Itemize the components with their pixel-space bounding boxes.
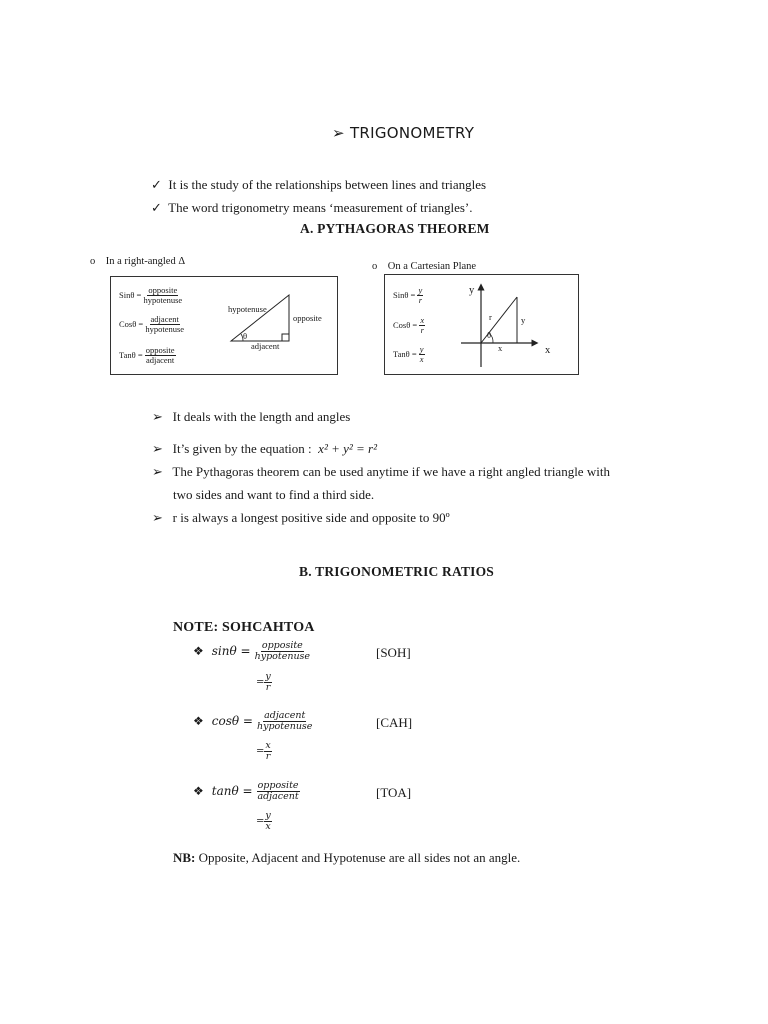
tan-ratio-numerator: opposite (257, 780, 299, 791)
intro-item-1 (151, 177, 486, 193)
arrow-bullet-icon: ➢ (152, 409, 163, 424)
intro-item-2 (151, 200, 473, 216)
tan-label: Tanθ = (393, 349, 417, 360)
cos-simplified (256, 741, 272, 762)
side-r-label: r (489, 312, 492, 322)
cah-tag: [CAH] (376, 715, 413, 730)
cos-denominator: r (420, 324, 424, 335)
tan-numerator: y (419, 344, 424, 354)
section-a-heading: A. PYTHAGORAS THEOREM (300, 221, 490, 236)
point-1 (152, 409, 350, 425)
checkmark-icon: ✓ (151, 177, 162, 192)
right-triangle-diagram (111, 277, 337, 374)
nb-label: NB: (173, 850, 196, 865)
side-x-label: x (498, 343, 503, 353)
point-1-text: It deals with the length and angles (172, 409, 351, 424)
section-b-heading: B. TRIGONOMETRIC RATIOS (299, 564, 495, 579)
point-4-text: r is always a longest positive side and opposite to 90º (172, 510, 450, 525)
circle-bullet-icon: o (90, 256, 96, 267)
triangle-adjacent-label: adjacent (251, 341, 280, 351)
title-text: TRIGONOMETRY (349, 124, 475, 142)
sin-denominator: r (418, 294, 423, 305)
sin-ratio-numerator: opposite (261, 640, 303, 651)
right-caption-text: On a Cartesian Plane (387, 261, 477, 272)
point-2-text: It’s given by the equation : (172, 441, 312, 456)
cos-label: Cosθ = (393, 320, 418, 331)
sin-denominator: hypotenuse (143, 294, 183, 305)
soh-tag: [SOH] (376, 645, 411, 660)
toa-tag: [TOA] (376, 785, 412, 800)
tan-denominator: adjacent (145, 354, 175, 365)
sin-simplified-denominator: r (265, 681, 271, 693)
equals-sign: = (256, 676, 265, 688)
sin-label: Sinθ = (119, 290, 142, 301)
sin-simplified-numerator: y (265, 671, 271, 682)
cos-ratio-numerator: adjacent (264, 710, 306, 721)
cos-ratio-denominator: hypotenuse (256, 720, 313, 732)
diamond-bullet-icon: ❖ (193, 643, 204, 658)
ratio-cos (193, 711, 312, 732)
tan-ratio-denominator: adjacent (257, 790, 299, 802)
sin-ratio-denominator: hypotenuse (254, 650, 311, 662)
page-title (332, 124, 474, 142)
tan-label: Tanθ = (119, 350, 143, 361)
side-y-label: y (521, 315, 526, 325)
title-arrow-icon: ➢ (332, 124, 345, 142)
point-4 (152, 510, 450, 526)
point-3 (152, 464, 610, 480)
diamond-bullet-icon: ❖ (193, 783, 204, 798)
cos-numerator: adjacent (150, 314, 179, 324)
tan-function-label: tanθ = (211, 784, 253, 799)
tan-simplified-denominator: x (265, 820, 271, 832)
arrow-bullet-icon: ➢ (152, 441, 163, 456)
ratio-tan (193, 781, 300, 802)
triangle-theta-label: θ (243, 331, 248, 341)
sin-numerator: y (418, 285, 423, 295)
equals-sign: = (256, 815, 265, 827)
cos-denominator: hypotenuse (145, 323, 185, 334)
nb-text: Opposite, Adjacent and Hypotenuse are all sides not an angle. (195, 850, 521, 865)
pythagoras-equation: x² + y² = r² (318, 441, 378, 456)
right-caption (372, 261, 476, 272)
triangle-hypotenuse-label: hypotenuse (228, 304, 267, 314)
cos-simplified-denominator: r (265, 750, 271, 762)
circle-bullet-icon: o (372, 261, 378, 272)
intro-text-1: It is the study of the relationships between lines and triangles (168, 177, 487, 192)
sin-numerator: opposite (148, 285, 178, 295)
arrow-bullet-icon: ➢ (152, 464, 163, 479)
cos-simplified-numerator: x (265, 740, 271, 751)
intro-text-2: The word trigonometry means ‘measurement of triangles’. (168, 200, 473, 215)
cartesian-plane-box (384, 274, 579, 375)
cos-function-label: cosθ = (211, 714, 253, 729)
right-triangle-box (110, 276, 338, 375)
point-2 (152, 441, 377, 457)
sin-label: Sinθ = (393, 290, 416, 301)
angle-theta-label: θ (487, 330, 492, 340)
tan-simplified-numerator: y (265, 810, 271, 821)
sin-function-label: sinθ = (211, 644, 251, 659)
cos-label: Cosθ = (119, 319, 144, 330)
arrow-bullet-icon: ➢ (152, 510, 163, 525)
cos-numerator: x (420, 315, 425, 325)
tan-numerator: opposite (145, 345, 175, 355)
cartesian-axes-diagram (385, 275, 578, 374)
left-caption (90, 256, 185, 267)
point-3-continuation: two sides and want to find a third side. (173, 487, 375, 502)
equals-sign: = (256, 745, 265, 757)
tan-denominator: x (419, 353, 424, 364)
diamond-bullet-icon: ❖ (193, 713, 204, 728)
triangle-opposite-label: opposite (293, 313, 322, 323)
nb-note (173, 850, 520, 866)
y-axis-label: y (469, 285, 475, 296)
sin-simplified (256, 672, 272, 693)
checkmark-icon: ✓ (151, 200, 162, 215)
point-3-text: The Pythagoras theorem can be used anytime if we have a right angled triangle with (172, 464, 610, 479)
tan-simplified (256, 811, 272, 832)
x-axis-label: x (545, 345, 551, 356)
left-caption-text: In a right-angled Δ (105, 256, 186, 267)
note-sohcahtoa: NOTE: SOHCAHTOA (173, 620, 315, 635)
ratio-sin (193, 641, 310, 662)
